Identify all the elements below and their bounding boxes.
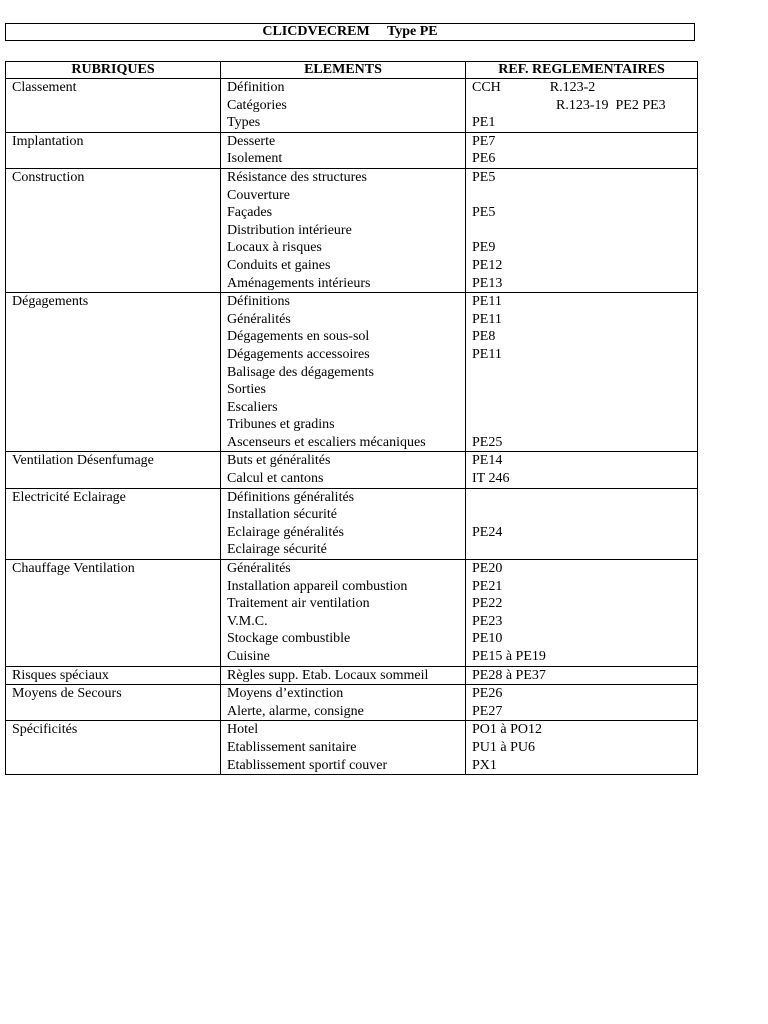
element-item: Définitions généralités — [227, 489, 355, 505]
document-title: CLICDVECREM Type PE — [5, 23, 695, 41]
reference-item: PE25 — [472, 434, 503, 450]
element-item: Généralités — [227, 561, 291, 577]
refs-cell — [466, 132, 698, 168]
table-row — [6, 79, 698, 133]
elements-cell — [221, 79, 466, 133]
element-item: Isolement — [227, 151, 283, 167]
element-item: Résistance des structures — [227, 169, 367, 185]
refs-cell — [466, 293, 698, 452]
rubrique-label: Construction — [12, 169, 85, 185]
reference-item: PU1 à PU6 — [472, 739, 536, 755]
element-item: Définition — [227, 80, 285, 95]
reference-item: PE20 — [472, 561, 503, 577]
reference-item — [472, 506, 697, 524]
header-ref-reglementaires: REF. REGLEMENTAIRES — [466, 62, 698, 79]
elements-cell — [221, 452, 466, 488]
rubrique-cell — [6, 452, 221, 488]
element-item: Sorties — [227, 382, 266, 398]
rubrique-label: Moyens de Secours — [12, 686, 122, 702]
refs-cell — [466, 560, 698, 667]
element-item: Généralités — [227, 311, 291, 327]
reference-item — [472, 541, 697, 559]
reference-item: IT 246 — [472, 471, 510, 487]
table-row — [6, 168, 698, 292]
reference-item: PE26 — [472, 686, 503, 702]
refs-cell — [466, 79, 698, 133]
reference-item: PE5 — [472, 169, 496, 185]
element-item: Ascenseurs et escaliers mécaniques — [227, 434, 426, 450]
element-item: Alerte, alarme, consigne — [227, 703, 364, 719]
rubrique-cell — [6, 168, 221, 292]
rubrique-label: Dégagements — [12, 294, 89, 310]
element-item: Desserte — [227, 133, 276, 149]
rubrique-label: Ventilation Désenfumage — [12, 453, 154, 469]
rubrique-label: Classement — [12, 80, 77, 95]
regulation-table — [5, 61, 698, 775]
rubrique-label: Implantation — [12, 133, 84, 149]
element-item: Conduits et gaines — [227, 257, 331, 273]
table-row — [6, 560, 698, 667]
elements-cell — [221, 666, 466, 685]
reference-item — [472, 381, 697, 399]
reference-item: PE5 — [472, 205, 496, 221]
element-item: Couverture — [227, 187, 290, 203]
refs-cell — [466, 685, 698, 721]
element-item: Définitions — [227, 294, 290, 310]
reference-item — [472, 399, 697, 417]
reference-item: PE8 — [472, 329, 496, 345]
reference-item: PE12 — [472, 257, 503, 273]
element-item: Façades — [227, 205, 273, 221]
element-item: Locaux à risques — [227, 240, 322, 256]
table-row — [6, 666, 698, 685]
element-item: Traitement air ventilation — [227, 596, 370, 612]
reference-item: CCH R.123-2 — [472, 80, 596, 95]
reference-item: PE7 — [472, 133, 496, 149]
table-header-row — [6, 62, 698, 79]
element-item: Cuisine — [227, 649, 270, 664]
header-elements: ELEMENTS — [221, 62, 466, 79]
rubrique-cell — [6, 685, 221, 721]
reference-item — [472, 416, 697, 434]
elements-cell — [221, 685, 466, 721]
reference-item: PE10 — [472, 631, 503, 647]
element-item: Catégories — [227, 97, 287, 113]
rubrique-cell — [6, 560, 221, 667]
rubrique-cell — [6, 79, 221, 133]
elements-cell — [221, 168, 466, 292]
reference-item: PE27 — [472, 703, 503, 719]
reference-item: PX1 — [472, 757, 497, 773]
element-item: Installation sécurité — [227, 507, 338, 523]
table-row — [6, 293, 698, 452]
table-row — [6, 132, 698, 168]
rubrique-cell — [6, 721, 221, 775]
element-item: V.M.C. — [227, 613, 268, 629]
reference-item: PE1 — [472, 115, 496, 131]
reference-item: PE11 — [472, 311, 502, 327]
element-item: Distribution intérieure — [227, 222, 352, 238]
element-item: Calcul et cantons — [227, 471, 324, 487]
table-row — [6, 452, 698, 488]
reference-item: PE6 — [472, 151, 496, 167]
refs-cell — [466, 721, 698, 775]
reference-item: PE13 — [472, 275, 503, 291]
table-row — [6, 488, 698, 559]
reference-item — [472, 364, 697, 382]
header-rubriques: RUBRIQUES — [6, 62, 221, 79]
refs-cell — [466, 488, 698, 559]
reference-item: R.123-19 PE2 PE3 — [472, 97, 666, 113]
refs-cell — [466, 452, 698, 488]
reference-item: PE9 — [472, 240, 496, 256]
table-row — [6, 721, 698, 775]
element-item: Aménagements intérieurs — [227, 275, 371, 291]
refs-cell — [466, 168, 698, 292]
reference-item: PE22 — [472, 596, 503, 612]
element-item: Balisage des dégagements — [227, 364, 374, 380]
reference-item — [472, 489, 697, 507]
refs-cell — [466, 666, 698, 685]
rubrique-cell — [6, 666, 221, 685]
elements-cell — [221, 721, 466, 775]
rubrique-label: Spécificités — [12, 722, 78, 738]
rubrique-label: Electricité Eclairage — [12, 489, 126, 505]
elements-cell — [221, 560, 466, 667]
reference-item: PE11 — [472, 346, 502, 362]
element-item: Hotel — [227, 722, 259, 738]
elements-cell — [221, 293, 466, 452]
table-row — [6, 685, 698, 721]
element-item: Installation appareil combustion — [227, 578, 408, 594]
elements-cell — [221, 488, 466, 559]
element-item: Buts et généralités — [227, 453, 331, 469]
element-item: Stockage combustible — [227, 631, 351, 647]
rubrique-label: Chauffage Ventilation — [12, 561, 135, 577]
rubrique-cell — [6, 293, 221, 452]
element-item: Escaliers — [227, 399, 278, 415]
element-item: Etablissement sportif couver — [227, 757, 388, 773]
rubrique-label: Risques spéciaux — [12, 667, 109, 683]
reference-item: PE21 — [472, 578, 503, 594]
element-item: Eclairage sécurité — [227, 542, 327, 558]
reference-item: PE11 — [472, 294, 502, 310]
reference-item: PE24 — [472, 524, 503, 540]
element-item: Dégagements en sous-sol — [227, 329, 370, 345]
rubrique-cell — [6, 488, 221, 559]
element-item: Tribunes et gradins — [227, 417, 335, 433]
reference-item: PE28 à PE37 — [472, 667, 546, 683]
elements-cell — [221, 132, 466, 168]
element-item: Types — [227, 115, 261, 131]
element-item: Règles supp. Etab. Locaux sommeil — [227, 667, 429, 683]
element-item: Moyens d’extinction — [227, 686, 344, 702]
reference-item — [472, 187, 697, 205]
reference-item: PE23 — [472, 613, 503, 629]
rubrique-cell — [6, 132, 221, 168]
reference-item: PO1 à PO12 — [472, 722, 543, 738]
element-item: Eclairage généralités — [227, 524, 344, 540]
element-item: Dégagements accessoires — [227, 346, 370, 362]
reference-item: PE14 — [472, 453, 503, 469]
reference-item — [472, 222, 697, 240]
reference-item: PE15 à PE19 — [472, 649, 546, 664]
element-item: Etablissement sanitaire — [227, 739, 357, 755]
